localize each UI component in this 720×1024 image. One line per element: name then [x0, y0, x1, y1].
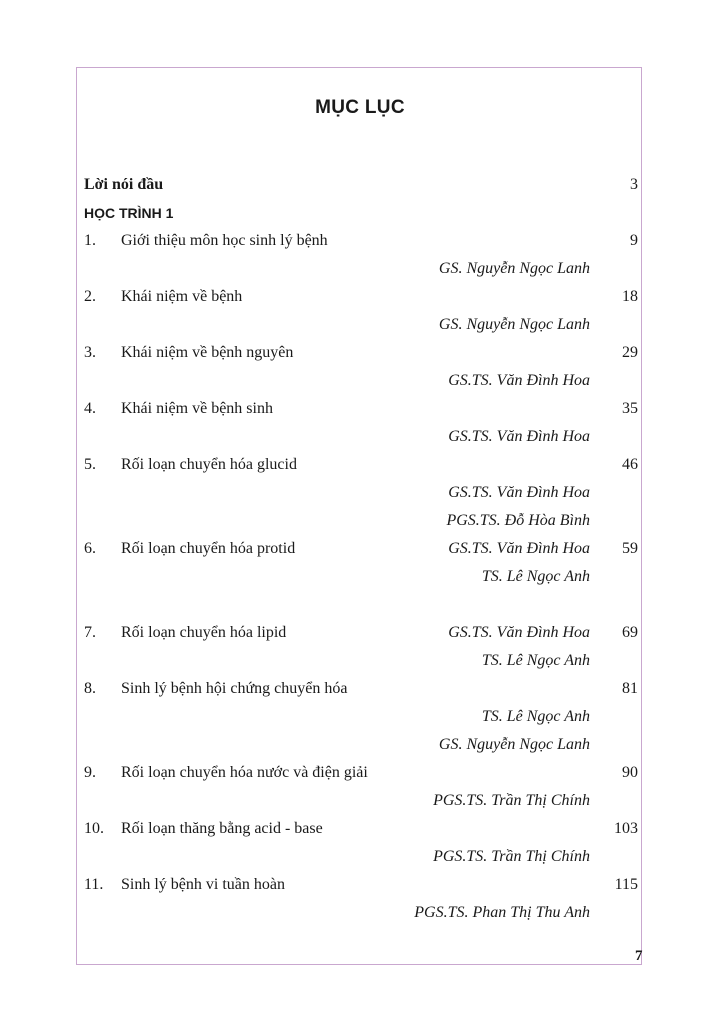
- entry-title: Rối loạn chuyển hóa glucid: [121, 456, 297, 473]
- toc-entry-author-line: [84, 426, 638, 448]
- toc-entry-author-line: [84, 566, 638, 588]
- toc-entry: [84, 454, 638, 476]
- entry-page: 9: [630, 232, 638, 249]
- toc-entry: [84, 342, 638, 364]
- entry-page: 81: [622, 680, 638, 697]
- entry-author: TS. Lê Ngọc Anh: [481, 568, 590, 585]
- toc-section-heading: HỌC TRÌNH 1: [84, 205, 174, 221]
- entry-title: Khái niệm về bệnh sinh: [121, 400, 273, 417]
- entry-number: 3.: [84, 344, 96, 361]
- entry-author: PGS.TS. Trần Thị Chính: [433, 848, 590, 865]
- entry-author: GS.TS. Văn Đình Hoa: [448, 540, 590, 557]
- toc-entry-author-line: [84, 258, 638, 280]
- entry-number: 1.: [84, 232, 96, 249]
- toc-entry-author-line: [84, 706, 638, 728]
- entry-number: 2.: [84, 288, 96, 305]
- toc-entry: [84, 622, 638, 644]
- toc-entry: [84, 286, 638, 308]
- entry-author: GS. Nguyễn Ngọc Lanh: [438, 260, 590, 277]
- entry-title: Giới thiệu môn học sinh lý bệnh: [121, 232, 328, 249]
- toc-entry: [84, 762, 638, 784]
- entry-author: PGS.TS. Phan Thị Thu Anh: [414, 904, 590, 921]
- entry-page: 103: [614, 820, 638, 837]
- page-title: MỤC LỤC: [315, 97, 405, 118]
- entry-author: GS. Nguyễn Ngọc Lanh: [438, 316, 590, 333]
- entry-page: 90: [622, 764, 638, 781]
- entry-title: Khái niệm về bệnh: [121, 288, 243, 305]
- entry-page: 18: [622, 288, 638, 305]
- entry-title: Rối loạn thăng bằng acid - base: [121, 820, 323, 837]
- toc-entry-author-line: [84, 902, 638, 924]
- toc-entry: [84, 538, 638, 560]
- toc-entry-author-line: [84, 790, 638, 812]
- entry-number: 9.: [84, 764, 96, 781]
- toc-entry-author-line: [84, 510, 638, 532]
- entry-author: GS.TS. Văn Đình Hoa: [448, 484, 590, 501]
- preface-page: 3: [630, 176, 638, 193]
- toc-entry-author-line: [84, 314, 638, 336]
- preface-label: Lời nói đầu: [84, 176, 164, 193]
- entry-number: 11.: [84, 876, 104, 893]
- entry-number: 5.: [84, 456, 96, 473]
- toc-entry: [84, 818, 638, 840]
- entry-title: Khái niệm về bệnh nguyên: [121, 344, 294, 361]
- toc-entry: [84, 874, 638, 896]
- toc-entry-author-line: [84, 482, 638, 504]
- toc-entry-author-line: [84, 370, 638, 392]
- entry-page: 46: [622, 456, 638, 473]
- entry-number: 8.: [84, 680, 96, 697]
- entry-author: GS. Nguyễn Ngọc Lanh: [438, 736, 590, 753]
- entry-page: 69: [622, 624, 638, 641]
- entry-number: 10.: [84, 820, 104, 837]
- toc-entry: [84, 230, 638, 252]
- entry-page: 29: [622, 344, 638, 361]
- entry-author: PGS.TS. Đỗ Hòa Bình: [446, 512, 590, 529]
- entry-author: TS. Lê Ngọc Anh: [481, 708, 590, 725]
- entry-number: 4.: [84, 400, 96, 417]
- toc-entry-author-line: [84, 734, 638, 756]
- toc-entry: [84, 398, 638, 420]
- entry-title: Rối loạn chuyển hóa lipid: [121, 624, 287, 641]
- entry-title: Rối loạn chuyển hóa nước và điện giải: [121, 764, 368, 781]
- toc-preface: [84, 174, 638, 196]
- entry-page: 35: [622, 400, 638, 417]
- entry-author: GS.TS. Văn Đình Hoa: [448, 372, 590, 389]
- page-number: 7: [635, 948, 643, 964]
- entry-title: Sinh lý bệnh hội chứng chuyển hóa: [121, 680, 348, 697]
- entry-page: 59: [622, 540, 638, 557]
- entry-number: 6.: [84, 540, 96, 557]
- entry-title: Rối loạn chuyển hóa protid: [121, 540, 296, 557]
- entry-number: 7.: [84, 624, 96, 641]
- entry-author: GS.TS. Văn Đình Hoa: [448, 624, 590, 641]
- toc-entry: [84, 678, 638, 700]
- entry-author: TS. Lê Ngọc Anh: [481, 652, 590, 669]
- entry-author: GS.TS. Văn Đình Hoa: [448, 428, 590, 445]
- toc-entry-author-line: [84, 846, 638, 868]
- entry-page: 115: [614, 876, 638, 893]
- entry-author: PGS.TS. Trần Thị Chính: [433, 792, 590, 809]
- toc-entry-author-line: [84, 650, 638, 672]
- entry-title: Sinh lý bệnh vi tuần hoàn: [121, 876, 285, 893]
